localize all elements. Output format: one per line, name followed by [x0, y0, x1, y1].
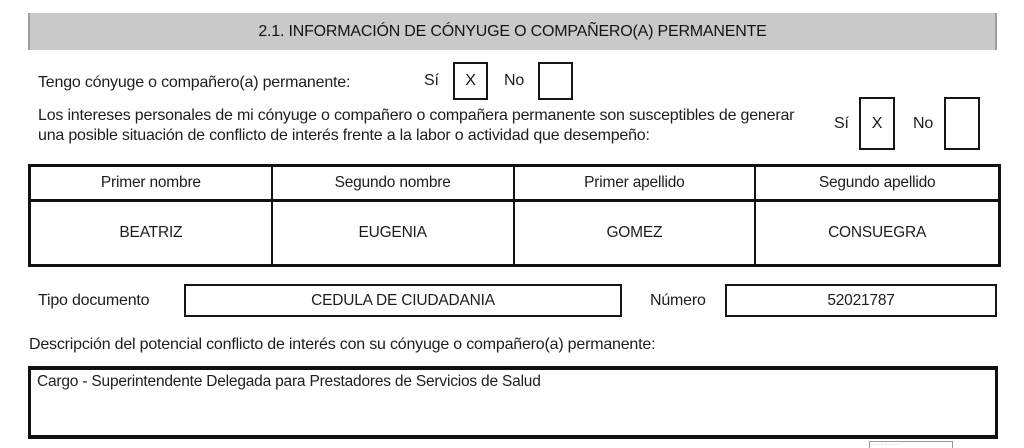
names-table — [28, 164, 1001, 267]
q1-no-label: No — [504, 72, 525, 89]
description-label: Descripción del potencial conflicto de interés con su cónyuge o compañero(a) permanente: — [29, 336, 656, 353]
q1-si-mark: X — [465, 72, 476, 89]
col-header-segundo-apellido: Segundo apellido — [756, 167, 998, 202]
description-textbox[interactable]: Cargo - Superintendente Delegada para Prestadores de Servicios de Salud — [28, 366, 998, 439]
col-header-segundo-nombre: Segundo nombre — [273, 167, 515, 202]
q2-no-checkbox[interactable] — [944, 97, 980, 150]
q2-si-checkbox[interactable] — [859, 97, 895, 150]
segundo-apellido-value[interactable]: CONSUEGRA — [756, 202, 998, 264]
q2-si-label: Sí — [834, 114, 849, 132]
doc-number-field[interactable]: 52021787 — [725, 284, 997, 317]
cropped-mini-box: ·· · ··· ·· · ···· · — [869, 441, 953, 448]
doc-type-label: Tipo documento — [38, 291, 150, 309]
segundo-nombre-value[interactable]: EUGENIA — [273, 202, 515, 264]
primer-apellido-value[interactable]: GOMEZ — [515, 202, 757, 264]
section-header-bar — [28, 13, 997, 50]
q2-no-label: No — [913, 114, 934, 132]
q1-si-checkbox[interactable] — [453, 62, 488, 100]
q1-no-checkbox[interactable] — [538, 62, 573, 100]
col-header-primer-apellido: Primer apellido — [515, 167, 757, 202]
q2-label: Los intereses personales de mi cónyuge o compañero o compañera permanente son susceptibles de generar una posible situación de conflicto de interés frente a la labor o actividad que desempeño: — [38, 107, 795, 144]
q1-si-label: Sí — [424, 72, 439, 89]
q2-si-mark: X — [871, 114, 883, 132]
doc-number-label: Número — [650, 291, 706, 309]
col-header-primer-nombre: Primer nombre — [31, 167, 273, 202]
section-title: 2.1. INFORMACIÓN DE CÓNYUGE O COMPAÑERO(A) PERMANENTE — [258, 22, 767, 40]
primer-nombre-value[interactable]: BEATRIZ — [31, 202, 273, 264]
doc-type-field[interactable]: CEDULA DE CIUDADANIA — [184, 284, 622, 317]
q1-label: Tengo cónyuge o compañero(a) permanente: — [38, 74, 351, 91]
